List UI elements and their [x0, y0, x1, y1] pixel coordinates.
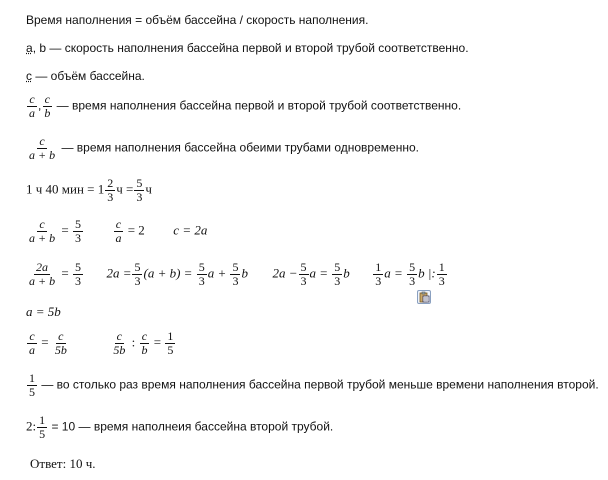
speeds-text: — скорость наполнения бассейна первой и второй трубой соответственно. — [46, 41, 469, 55]
var-c: c — [26, 69, 32, 83]
answer-line — [30, 456, 95, 472]
ratio-text: — во столько раз время наполнения бассейна первой трубой меньше времени наполнения второй. — [38, 377, 599, 392]
line-equations-1: $\frac{c}{a + b}$ = $\frac{5}{3}$ $\frac{c}{a}$ = 2 c = 2a — [29, 217, 208, 245]
volume-text: — объём бассейна. — [32, 69, 145, 83]
line-a-equals-5b: a = 5b — [26, 304, 61, 319]
line-second-pipe-time: 2: $\frac{1}{5}$ = 10 — время наполнеия бассейна второй трубой. — [26, 413, 334, 441]
var-b: b — [39, 41, 47, 55]
line-ratio: $\frac{c}{a}$ = $\frac{c}{5b}$ $\frac{c}{5b}$ : $\frac{c}{b}$ = $\frac{1}{5}$ — [29, 329, 174, 357]
second-pipe-text: = 10 — время наполнеия бассейна второй трубой. — [48, 419, 334, 434]
line-equations-2: $\frac{2a}{a + b}$ = $\frac{5}{3}$ 2a = $\frac{5}{3}$ (a + b) = $\frac{5}{3}$ a + $\frac{5}{3}$ b 2a − $\frac{5}{3}$ a = $\frac{5}{3}$ b $\frac{1}{3}$ a = $\frac{5}{3}$ b |: $\frac{1}{3}$ — [29, 260, 445, 288]
fraction-2-3: $\frac{2}{3}$ — [107, 176, 114, 204]
paste-options-icon[interactable] — [417, 290, 431, 304]
fraction-c-b: $\frac{c}{b}$ — [44, 92, 51, 120]
line-times: $\frac{c}{a}$ , $\frac{c}{b}$ — время наполнения бассейна первой и второй трубой соответственно. — [29, 92, 462, 120]
fraction-5-3: $\frac{5}{3}$ — [136, 176, 143, 204]
var-a: a — [26, 41, 33, 55]
line-volume — [26, 69, 145, 83]
line-joint-time — [26, 135, 419, 162]
answer-text: Ответ: 10 ч. — [30, 456, 96, 471]
line-formula-definition — [26, 13, 368, 27]
fraction-c-a-plus-b: $\frac{c}{a + b}$ — [29, 134, 56, 162]
line-ratio-meaning: $\frac{1}{5}$ — во столько раз время наполнения бассейна первой трубой меньше времени наполнения второй. — [29, 371, 599, 399]
line-speeds: a, b — скорость наполнения бассейна первой и второй трубой соответственно. — [26, 41, 469, 55]
times-text: — время наполнения бассейна первой и второй трубой соответственно. — [53, 98, 462, 113]
joint-time-text: — время наполнения бассейна обеими трубами одновременно. — [58, 140, 419, 155]
definition-text: Время наполнения = объём бассейна / скорость наполнения. — [26, 13, 369, 27]
fraction-c-a: $\frac{c}{a}$ — [29, 92, 35, 120]
line-time-conversion: 1 ч 40 мин = 1 $\frac{2}{3}$ ч = $\frac{5}{3}$ ч — [26, 176, 152, 204]
